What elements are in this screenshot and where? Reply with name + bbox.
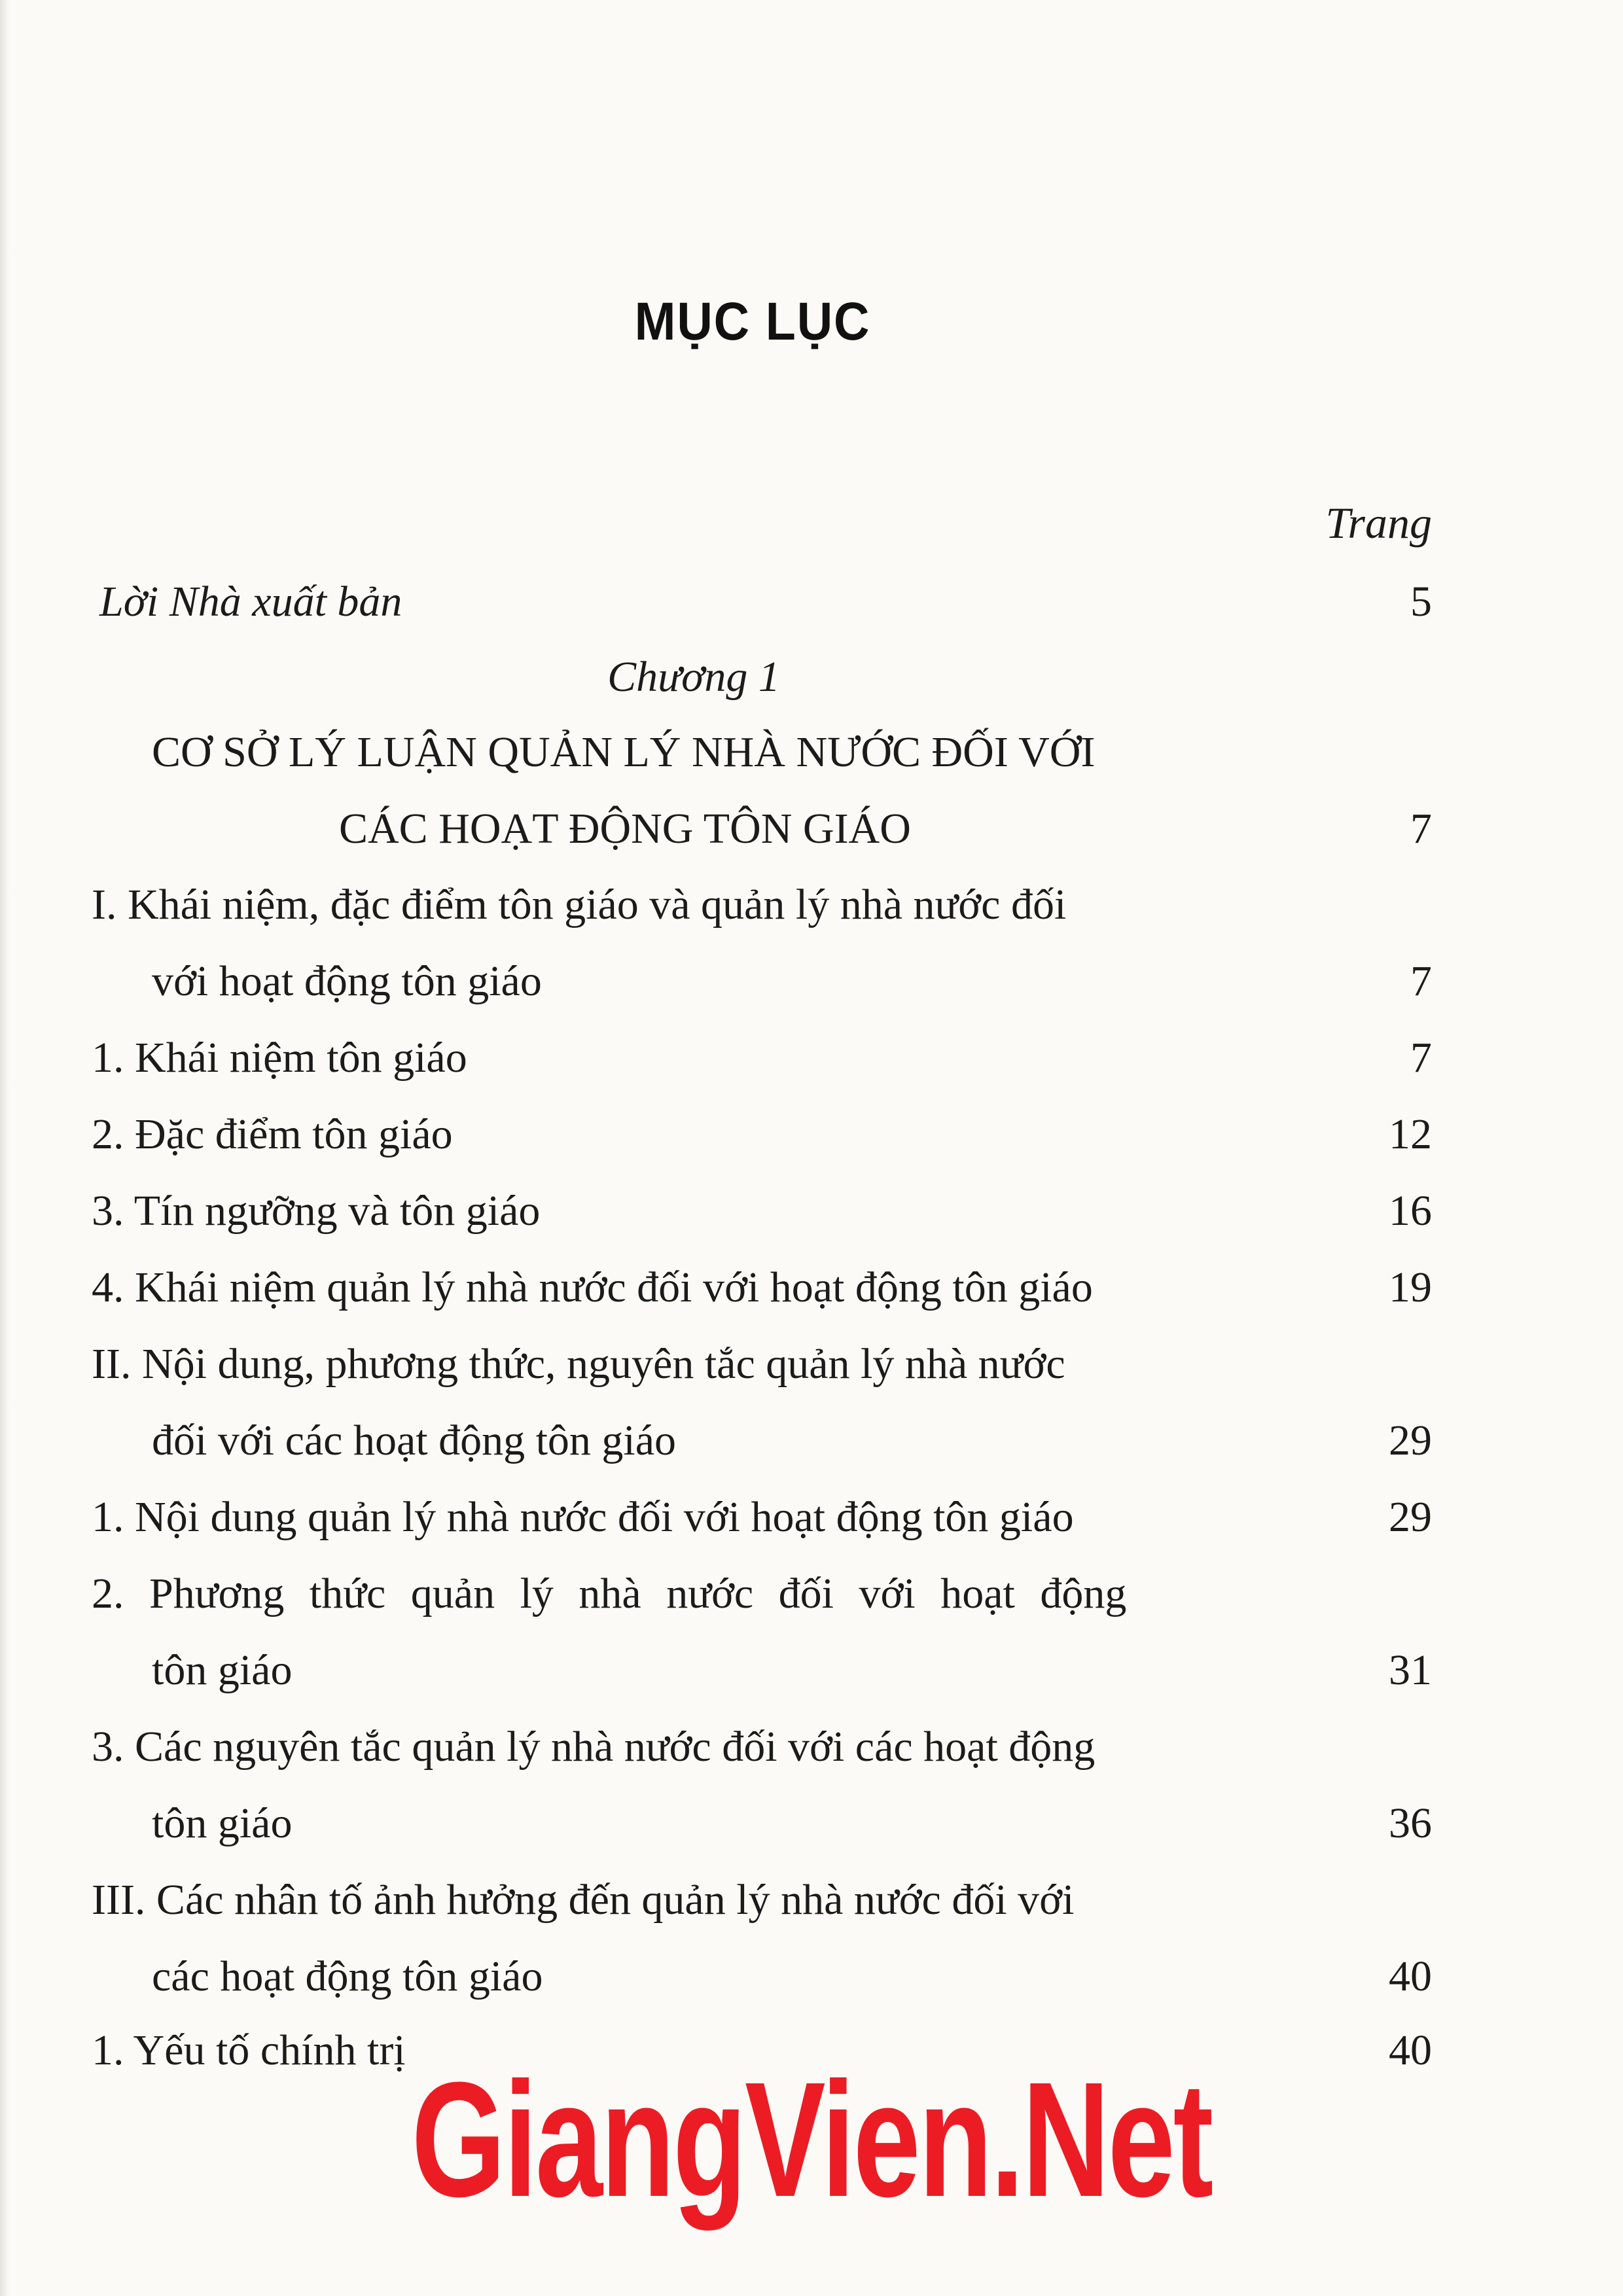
toc-entry-text: 1. Nội dung quản lý nhà nước đối với hoạt động tôn giáo xyxy=(92,1493,1074,1541)
toc-entry-text: 1. Khái niệm tôn giáo xyxy=(92,1034,467,1082)
toc-entry-page: 40 xyxy=(1389,2026,1432,2074)
page-title: MỤC LỤC xyxy=(634,292,871,351)
page-column-header: Trang xyxy=(1325,498,1432,548)
toc-entry-page: 7 xyxy=(1410,805,1432,853)
toc-entry-2-2-line-1 xyxy=(0,1561,1623,1627)
toc-entry-text: CÁC HOẠT ĐỘNG TÔN GIÁO xyxy=(339,805,911,853)
toc-section-1-line-1 xyxy=(0,872,1623,938)
toc-chapter-title-line-1 xyxy=(0,720,1623,785)
toc-entry-text: III. Các nhân tố ảnh hưởng đến quản lý nhà nước đối với xyxy=(92,1876,1075,1924)
toc-entry-text: tôn giáo xyxy=(152,1799,293,1847)
toc-entry-text: với hoạt động tôn giáo xyxy=(152,957,542,1005)
toc-entry-text: 3. Các nguyên tắc quản lý nhà nước đối với các hoạt động xyxy=(92,1723,1096,1771)
toc-entry-page: 12 xyxy=(1389,1110,1432,1158)
toc-entry-2-3-line-2 xyxy=(0,1791,1623,1856)
toc-entry-page: 19 xyxy=(1389,1263,1432,1311)
toc-entry-text: 1. Yếu tố chính trị xyxy=(92,2026,406,2074)
toc-entry-page: 7 xyxy=(1410,1034,1432,1082)
toc-entry-text: 2. Phương thức quản lý nhà nước đối với hoạt động xyxy=(92,1570,1127,1617)
toc-entry-page: 5 xyxy=(1410,578,1432,626)
toc-entry-text: 4. Khái niệm quản lý nhà nước đối với hoạt động tôn giáo xyxy=(92,1263,1093,1311)
toc-section-2-line-2 xyxy=(0,1408,1623,1474)
toc-entry-text: II. Nội dung, phương thức, nguyên tắc quản lý nhà nước xyxy=(92,1340,1065,1388)
toc-section-1-line-2 xyxy=(0,949,1623,1014)
toc-entry-page: 16 xyxy=(1389,1187,1432,1235)
toc-entry-publisher-note xyxy=(0,569,1623,635)
toc-entry-text: Chương 1 xyxy=(607,653,780,701)
toc-entry-2-1 xyxy=(0,1485,1623,1550)
toc-entry-page: 40 xyxy=(1389,1952,1432,2000)
toc-entry-page: 29 xyxy=(1389,1493,1432,1541)
toc-section-2-line-1 xyxy=(0,1332,1623,1397)
toc-entry-page: 31 xyxy=(1389,1646,1432,1694)
toc-entry-text: đối với các hoạt động tôn giáo xyxy=(152,1417,677,1464)
toc-entry-text: tôn giáo xyxy=(152,1646,293,1694)
toc-entry-2-3-line-1 xyxy=(0,1714,1623,1780)
toc-entry-page: 7 xyxy=(1410,957,1432,1005)
toc-chapter-label xyxy=(0,645,1623,710)
toc-entry-1-3 xyxy=(0,1178,1623,1244)
toc-chapter-title-line-2 xyxy=(0,796,1623,862)
toc-section-3-line-2 xyxy=(0,1944,1623,2009)
toc-entry-text: 2. Đặc điểm tôn giáo xyxy=(92,1110,453,1158)
toc-entry-page: 36 xyxy=(1389,1799,1432,1847)
toc-entry-text: Lời Nhà xuất bản xyxy=(99,578,402,626)
watermark-logo: GiangVien.Net xyxy=(411,2048,1212,2231)
toc-entry-text: CƠ SỞ LÝ LUẬN QUẢN LÝ NHÀ NƯỚC ĐỐI VỚI xyxy=(152,728,1096,776)
toc-entry-text: I. Khái niệm, đặc điểm tôn giáo và quản lý nhà nước đối xyxy=(92,881,1067,928)
toc-entry-1-2 xyxy=(0,1102,1623,1167)
toc-entry-1-1 xyxy=(0,1025,1623,1091)
toc-entry-page: 29 xyxy=(1389,1417,1432,1464)
toc-entry-text: 3. Tín ngưỡng và tôn giáo xyxy=(92,1187,541,1235)
toc-entry-1-4 xyxy=(0,1255,1623,1320)
toc-section-3-line-1 xyxy=(0,1867,1623,1933)
toc-entry-2-2-line-2 xyxy=(0,1638,1623,1703)
toc-entry-text: các hoạt động tôn giáo xyxy=(152,1952,543,2000)
